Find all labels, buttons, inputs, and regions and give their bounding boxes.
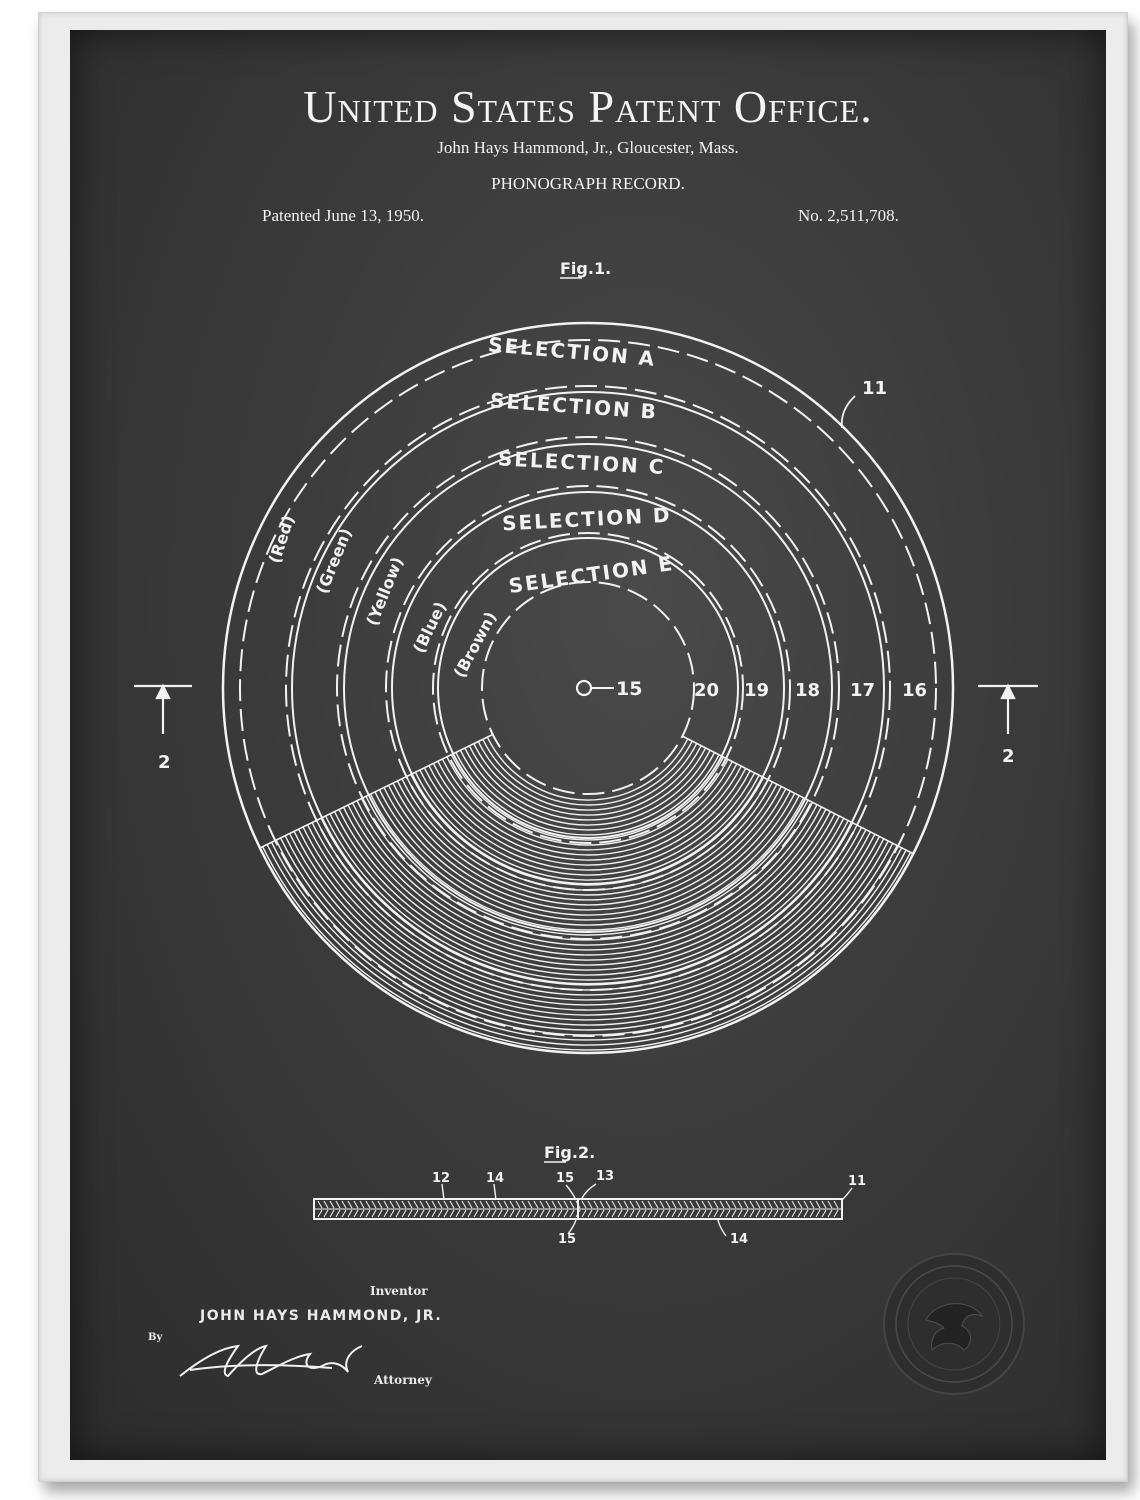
band-number-19: 19 xyxy=(744,680,770,701)
hatch-line xyxy=(462,1210,466,1217)
hatch-line xyxy=(774,1201,778,1208)
hatch-line xyxy=(552,1210,556,1217)
hatch-line xyxy=(390,1201,394,1208)
fig2-refs xyxy=(432,1169,866,1247)
center-hole xyxy=(577,681,591,695)
hatch-line xyxy=(510,1201,514,1208)
inventor-name: JOHN HAYS HAMMOND, JR. xyxy=(200,1308,443,1324)
hatch-line xyxy=(384,1201,388,1208)
selection-labels xyxy=(487,332,675,598)
color-yellow-label: (Yellow) xyxy=(362,554,408,629)
hatch-line xyxy=(348,1210,352,1217)
hatch-line xyxy=(786,1210,790,1217)
hatch-line xyxy=(582,1210,586,1217)
hatch-line xyxy=(504,1210,508,1217)
hatch-line xyxy=(798,1201,802,1208)
selection-b-label: SELECTION B xyxy=(489,388,659,424)
hatch-line xyxy=(690,1210,694,1217)
chalkboard-print xyxy=(70,30,1106,1460)
hatch-line xyxy=(474,1201,478,1208)
selection-a-label: SELECTION A xyxy=(487,332,658,371)
hatch-line xyxy=(654,1201,658,1208)
hatch-line xyxy=(642,1210,646,1217)
fig2-ref-14-bottom: 14 xyxy=(730,1232,749,1247)
color-green-label: (Green) xyxy=(312,525,356,597)
fig2-ref-13: 13 xyxy=(596,1169,615,1184)
hatch-line xyxy=(354,1201,358,1208)
hatch-line xyxy=(690,1201,694,1208)
hatch-line xyxy=(360,1201,364,1208)
section-marker-left-label: 2 xyxy=(158,752,171,773)
hatch-line xyxy=(600,1210,604,1217)
hatch-line xyxy=(720,1201,724,1208)
by-label: By xyxy=(148,1332,163,1343)
hatch-line xyxy=(822,1201,826,1208)
hatch-line xyxy=(414,1201,418,1208)
hatch-line xyxy=(750,1210,754,1217)
hatch-line xyxy=(714,1210,718,1217)
hatch-line xyxy=(642,1201,646,1208)
hatch-line xyxy=(750,1201,754,1208)
hatch-line xyxy=(438,1210,442,1217)
band-numbers xyxy=(694,680,927,701)
hatch-line xyxy=(696,1201,700,1208)
hatch-line xyxy=(768,1201,772,1208)
hatch-line xyxy=(630,1210,634,1217)
hatch-line xyxy=(360,1210,364,1217)
record-cross-section xyxy=(314,1199,842,1219)
hatch-line xyxy=(678,1210,682,1217)
hatch-line xyxy=(348,1201,352,1208)
hatch-line xyxy=(444,1201,448,1208)
hatch-line xyxy=(756,1201,760,1208)
hatch-line xyxy=(492,1210,496,1217)
hatch-line xyxy=(810,1201,814,1208)
hatch-line xyxy=(648,1201,652,1208)
hatch-line xyxy=(780,1201,784,1208)
hatch-line xyxy=(336,1210,340,1217)
hatch-line xyxy=(606,1210,610,1217)
hatch-line xyxy=(468,1210,472,1217)
hatch-line xyxy=(492,1201,496,1208)
selection-c-label: SELECTION C xyxy=(497,446,666,480)
patent-drawing xyxy=(70,30,1106,1460)
hatch-line xyxy=(618,1210,622,1217)
hatch-line xyxy=(744,1201,748,1208)
selection-e-label: SELECTION E xyxy=(507,551,676,599)
hatch-line xyxy=(792,1210,796,1217)
hatch-line xyxy=(660,1210,664,1217)
hatch-line xyxy=(396,1210,400,1217)
color-red-label: (Red) xyxy=(264,512,299,566)
patent-date: Patented June 13, 1950. xyxy=(262,206,424,225)
hatch-line xyxy=(552,1201,556,1208)
hatch-line xyxy=(768,1210,772,1217)
hatch-line xyxy=(816,1201,820,1208)
hatch-line xyxy=(480,1201,484,1208)
hatch-line xyxy=(330,1210,334,1217)
hatch-line xyxy=(636,1210,640,1217)
hatch-line xyxy=(660,1201,664,1208)
hatch-line xyxy=(786,1201,790,1208)
hatch-line xyxy=(534,1210,538,1217)
hatch-line xyxy=(522,1210,526,1217)
hatch-line xyxy=(498,1201,502,1208)
hatch-line xyxy=(726,1201,730,1208)
hatch-line xyxy=(342,1201,346,1208)
hatch-line xyxy=(564,1201,568,1208)
hatch-line xyxy=(780,1210,784,1217)
hatch-line xyxy=(612,1210,616,1217)
hatch-line xyxy=(684,1201,688,1208)
hatch-line xyxy=(438,1201,442,1208)
hatch-line xyxy=(522,1201,526,1208)
hatch-line xyxy=(666,1210,670,1217)
hatch-line xyxy=(594,1210,598,1217)
band-number-18: 18 xyxy=(795,680,821,701)
hatch-line xyxy=(570,1201,574,1208)
hatch-line xyxy=(474,1210,478,1217)
hatch-line xyxy=(804,1201,808,1208)
hatch-line xyxy=(702,1210,706,1217)
hatch-line xyxy=(822,1210,826,1217)
hatch-line xyxy=(558,1210,562,1217)
hatch-line xyxy=(582,1201,586,1208)
hatch-line xyxy=(378,1201,382,1208)
hatch-line xyxy=(738,1201,742,1208)
hatch-line xyxy=(366,1210,370,1217)
section-marker-right xyxy=(978,686,1038,734)
hatch-line xyxy=(546,1210,550,1217)
hatch-line xyxy=(594,1201,598,1208)
fig1-label: Fig.1. xyxy=(560,259,612,278)
hatch-line xyxy=(408,1201,412,1208)
hatch-line xyxy=(720,1210,724,1217)
hatch-line xyxy=(372,1201,376,1208)
hatch-line xyxy=(792,1201,796,1208)
hatch-line xyxy=(318,1201,322,1208)
hatch-line xyxy=(762,1210,766,1217)
hatch-line xyxy=(480,1210,484,1217)
patent-office-title: United States Patent Office. xyxy=(303,81,873,132)
hatch-line xyxy=(834,1201,838,1208)
hatch-line xyxy=(678,1201,682,1208)
hatch-line xyxy=(402,1201,406,1208)
hatch-line xyxy=(774,1210,778,1217)
hatch-line xyxy=(426,1210,430,1217)
groove-sector xyxy=(260,735,913,1050)
hatch-line xyxy=(486,1210,490,1217)
hatch-line xyxy=(606,1201,610,1208)
hatch-line xyxy=(504,1201,508,1208)
hatch-line xyxy=(666,1201,670,1208)
hatch-line xyxy=(810,1210,814,1217)
hatch-line xyxy=(798,1210,802,1217)
hatch-line xyxy=(588,1201,592,1208)
hatch-line xyxy=(414,1210,418,1217)
hatch-line xyxy=(588,1210,592,1217)
inventor-line: John Hays Hammond, Jr., Gloucester, Mass. xyxy=(437,138,739,157)
hatch-line xyxy=(468,1201,472,1208)
fig2-ref-11: 11 xyxy=(848,1174,867,1189)
hatch-line xyxy=(408,1210,412,1217)
hatch-line xyxy=(828,1201,832,1208)
hatch-line xyxy=(366,1201,370,1208)
hatch-line xyxy=(486,1201,490,1208)
hatch-line xyxy=(516,1201,520,1208)
hatch-line xyxy=(672,1210,676,1217)
hatch-line xyxy=(402,1210,406,1217)
record-ref-11: 11 xyxy=(862,378,888,399)
hatch-line xyxy=(624,1201,628,1208)
center-ref-15: 15 xyxy=(616,678,643,700)
hatch-line xyxy=(546,1201,550,1208)
hatch-line xyxy=(600,1201,604,1208)
hatch-line xyxy=(444,1210,448,1217)
hatch-line xyxy=(456,1201,460,1208)
hatch-line xyxy=(372,1210,376,1217)
hatch-line xyxy=(432,1210,436,1217)
hatch-line xyxy=(702,1201,706,1208)
hatch-line xyxy=(324,1201,328,1208)
hatch-line xyxy=(330,1201,334,1208)
hatch-line xyxy=(630,1201,634,1208)
band-number-16: 16 xyxy=(902,680,928,701)
hatch-line xyxy=(654,1210,658,1217)
label-area-edge xyxy=(482,582,694,794)
patent-subject: PHONOGRAPH RECORD. xyxy=(491,174,685,193)
hatch-line xyxy=(354,1210,358,1217)
hatch-line xyxy=(462,1201,466,1208)
hatch-line xyxy=(570,1210,574,1217)
hatch-line xyxy=(420,1201,424,1208)
fig2-ref-12: 12 xyxy=(432,1171,451,1186)
hatch-line xyxy=(672,1201,676,1208)
hatch-line xyxy=(528,1210,532,1217)
selection-d-label: SELECTION D xyxy=(501,502,673,536)
hatch-line xyxy=(534,1201,538,1208)
hatch-line xyxy=(624,1210,628,1217)
hatch-line xyxy=(684,1210,688,1217)
hatch-line xyxy=(390,1210,394,1217)
hatch-line xyxy=(756,1210,760,1217)
hatch-line xyxy=(804,1210,808,1217)
hatch-line xyxy=(384,1210,388,1217)
hatch-line xyxy=(516,1210,520,1217)
hatch-line xyxy=(834,1210,838,1217)
section-marker-left xyxy=(134,686,192,734)
hatch-line xyxy=(510,1210,514,1217)
hatch-line xyxy=(612,1201,616,1208)
hatch-line xyxy=(450,1210,454,1217)
hatch-line xyxy=(558,1201,562,1208)
color-blue-label: (Blue) xyxy=(409,598,451,656)
patent-office-seal xyxy=(884,1254,1024,1394)
color-brown-label: (Brown) xyxy=(449,608,501,681)
hatch-line xyxy=(726,1210,730,1217)
hatch-line xyxy=(696,1210,700,1217)
hatch-line xyxy=(426,1201,430,1208)
hatch-line xyxy=(432,1201,436,1208)
hatch-line xyxy=(732,1210,736,1217)
patent-number: No. 2,511,708. xyxy=(798,206,899,225)
hatch-line xyxy=(420,1210,424,1217)
hatch-line xyxy=(540,1201,544,1208)
groove-sector-edge xyxy=(260,735,493,849)
attorney-label: Attorney xyxy=(374,1373,432,1387)
hatch-line xyxy=(648,1210,652,1217)
attorney-signature xyxy=(180,1346,362,1376)
hatch-line xyxy=(540,1210,544,1217)
hatch-line xyxy=(708,1210,712,1217)
groove-arc xyxy=(451,755,723,840)
hatch-line xyxy=(324,1210,328,1217)
fig2-ref-15: 15 xyxy=(556,1171,575,1186)
section-marker-right-label: 2 xyxy=(1002,746,1015,767)
hatch-line xyxy=(708,1201,712,1208)
hatch-line xyxy=(564,1210,568,1217)
hatch-line xyxy=(714,1201,718,1208)
hatch-line xyxy=(738,1210,742,1217)
hatch-line xyxy=(456,1210,460,1217)
hatch-line xyxy=(744,1210,748,1217)
hatch-line xyxy=(618,1201,622,1208)
hatch-line xyxy=(528,1201,532,1208)
hatch-line xyxy=(816,1210,820,1217)
fig2-label: Fig.2. xyxy=(544,1143,596,1162)
hatch-line xyxy=(762,1201,766,1208)
hatch-line xyxy=(450,1201,454,1208)
hatch-line xyxy=(828,1210,832,1217)
hatch-line xyxy=(336,1201,340,1208)
inventor-label: Inventor xyxy=(370,1284,428,1298)
hatch-line xyxy=(378,1210,382,1217)
hatch-line xyxy=(636,1201,640,1208)
hatch-line xyxy=(342,1210,346,1217)
hatch-line xyxy=(396,1201,400,1208)
fig2-ref-15-bottom: 15 xyxy=(558,1232,577,1247)
hatch-line xyxy=(732,1201,736,1208)
fig2-ref-14: 14 xyxy=(486,1171,505,1186)
band-number-17: 17 xyxy=(850,680,876,701)
hatch-line xyxy=(498,1210,502,1217)
band-number-20: 20 xyxy=(694,680,720,701)
hatch-line xyxy=(318,1210,322,1217)
